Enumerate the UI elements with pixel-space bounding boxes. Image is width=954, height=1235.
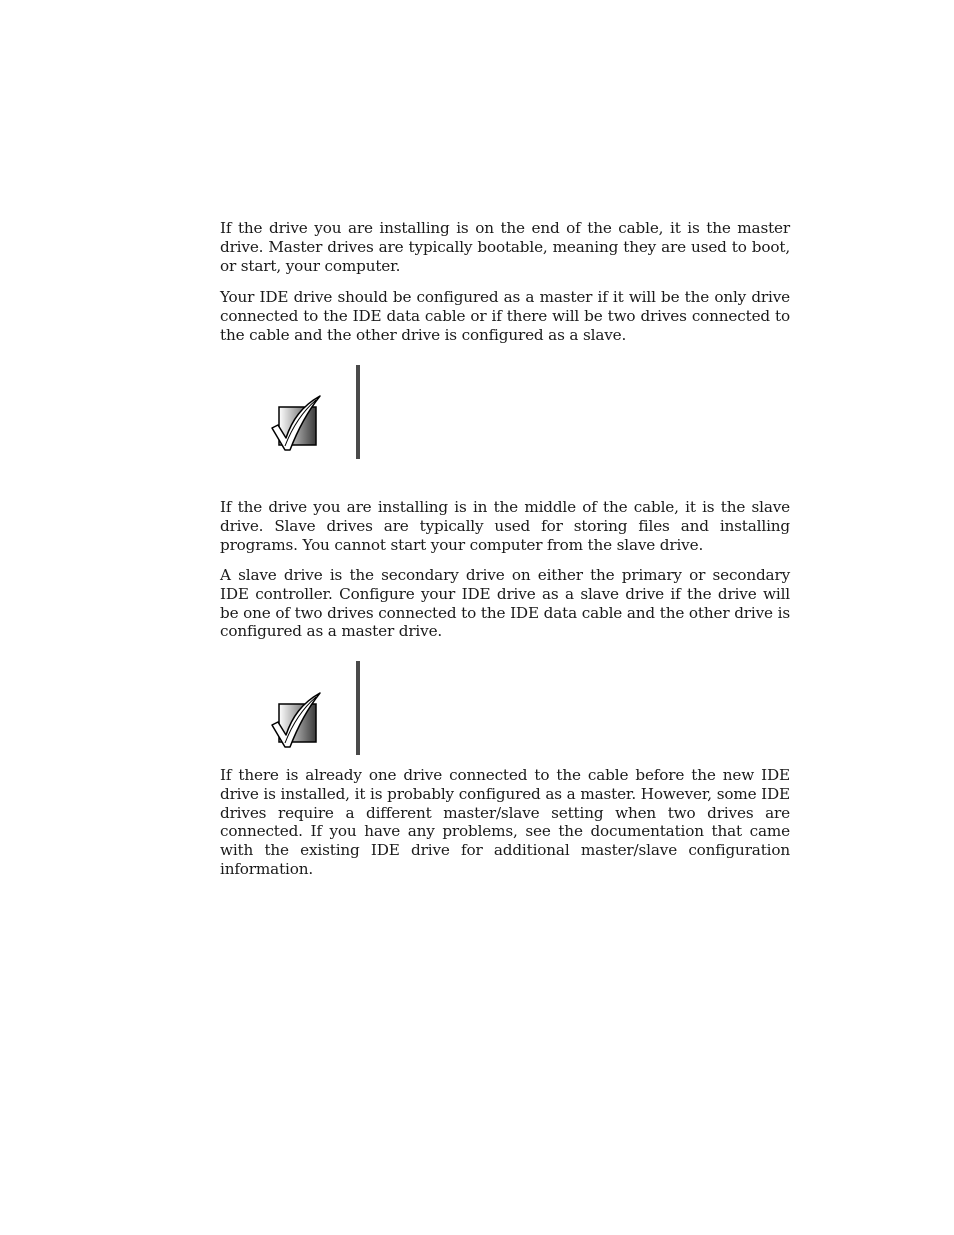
paragraph-slave-intro: If the drive you are installing is in the middle of the cable, it is the slave drive. Slave drives are typically used for storing files and installing programs. You cannot start your computer from the slave drive. — [220, 498, 790, 554]
paragraph-slave-config: A slave drive is the secondary drive on either the primary or secondary IDE controller. Configure your IDE drive as a slave drive if the drive will be one of two drives connected to the IDE data cable and the other drive is configured as a master drive. — [220, 566, 790, 641]
checkmark-note-icon — [268, 689, 324, 749]
note-divider-bar — [356, 661, 360, 755]
checkmark-note-icon — [268, 392, 324, 452]
paragraph-master-config: Your IDE drive should be configured as a master if it will be the only drive connected to the IDE data cable or if there will be two drives connected to the cable and the other drive is configured as a slave. — [220, 288, 790, 344]
note-divider-bar — [356, 365, 360, 459]
paragraph-master-intro: If the drive you are installing is on the end of the cable, it is the master drive. Master drives are typically bootable, meaning they are used to boot, or start, your computer. — [220, 219, 790, 275]
paragraph-existing-drive: If there is already one drive connected to the cable before the new IDE drive is installed, it is probably configured as a master. However, some IDE drives require a different master/slave setting when two drives are connected. If you have any problems, see the documentation that came with the existing IDE drive for additional master/slave configuration information. — [220, 766, 790, 878]
